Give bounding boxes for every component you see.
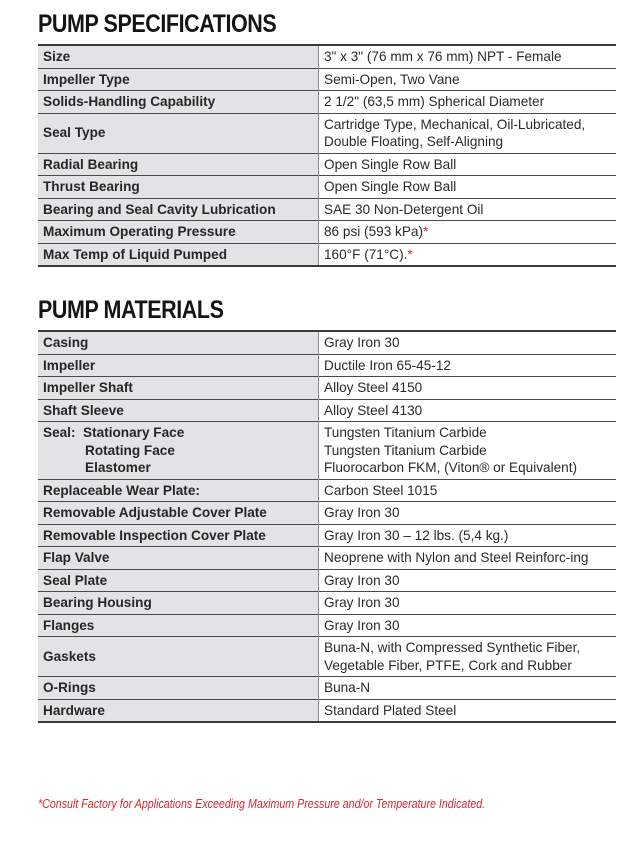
row-value-text: SAE 30 Non-Detergent Oil [324, 201, 484, 217]
row-value-text: Alloy Steel 4150 [324, 380, 423, 395]
row-value [319, 91, 617, 114]
pump-specifications-title: PUMP SPECIFICATIONS [38, 10, 277, 38]
row-value-text: Standard Plated Steel [324, 702, 457, 718]
footnote-asterisk: * [423, 224, 429, 239]
pump-materials-title: PUMP MATERIALS [38, 296, 224, 324]
row-value [319, 592, 617, 615]
row-value-text: Open Single Row Ball [324, 156, 457, 172]
table-row [38, 677, 616, 700]
row-value [319, 221, 617, 244]
row-value-text: Gray Iron 30 [324, 617, 400, 633]
row-value-text: 160°F (71°C). [324, 246, 408, 262]
row-value-text: Gray Iron 30 [324, 505, 400, 520]
table-row [38, 354, 616, 377]
row-value-text: 3" x 3" (76 mm x 76 mm) NPT - Female [324, 49, 562, 64]
table-row [38, 331, 616, 354]
table-row [38, 91, 616, 114]
table-row [38, 45, 616, 68]
row-label: Bearing and Seal Cavity Lubrication [38, 198, 319, 221]
seal-label-3: Elastomer [85, 460, 151, 475]
seal-label-2: Rotating Face [85, 442, 175, 458]
table-row [38, 637, 616, 677]
table-row [38, 399, 616, 422]
row-value-text: Neoprene with Nylon and Steel Reinforc-ing [324, 550, 589, 565]
row-value [319, 377, 617, 400]
footnote: *Consult Factory for Applications Exceeding Maximum Pressure and/or Temperature Indicated. [38, 796, 486, 811]
specifications-table [38, 44, 616, 267]
row-value [319, 502, 617, 525]
row-value [319, 524, 617, 547]
row-value-text: Gray Iron 30 – 12 lbs. (5,4 kg.) [324, 527, 509, 543]
table-row [38, 592, 616, 615]
row-label: Radial Bearing [38, 153, 319, 176]
table-row [38, 524, 616, 547]
row-label: Seal Type [38, 113, 319, 153]
row-value [319, 569, 617, 592]
table-row [38, 569, 616, 592]
row-label: Flanges [38, 614, 319, 637]
row-value-text: Ductile Iron 65-45-12 [324, 357, 451, 373]
row-value-text: Cartridge Type, Mechanical, Oil-Lubricated, Double Floating, Self-Aligning [324, 116, 586, 149]
row-label: Hardware [38, 699, 319, 722]
table-row [38, 68, 616, 91]
table-row [38, 502, 616, 525]
table-row [38, 699, 616, 722]
row-value [319, 399, 617, 422]
row-value-text: Open Single Row Ball [324, 179, 457, 194]
seal-row-labels [38, 422, 319, 480]
seal-row [38, 422, 616, 480]
row-value [319, 243, 617, 266]
row-label: Size [38, 45, 319, 68]
row-value-text: Gray Iron 30 [324, 335, 400, 350]
row-label: Gaskets [38, 637, 319, 677]
row-value-text: 2 1/2" (63,5 mm) Spherical Diameter [324, 94, 545, 109]
row-label: O-Rings [38, 677, 319, 700]
row-value [319, 547, 617, 570]
table-row [38, 377, 616, 400]
seal-label-1: Seal: Stationary Face [43, 425, 185, 440]
row-value-text: 86 psi (593 kPa) [324, 224, 423, 239]
table-row [38, 176, 616, 199]
row-value [319, 677, 617, 700]
row-value [319, 354, 617, 377]
row-value-text: Carbon Steel 1015 [324, 482, 438, 498]
row-label: Thrust Bearing [38, 176, 319, 199]
row-label: Solids-Handling Capability [38, 91, 319, 114]
table-row [38, 614, 616, 637]
table-row [38, 198, 616, 221]
row-label: Casing [38, 331, 319, 354]
footnote-asterisk: * [407, 246, 413, 262]
row-label: Impeller Type [38, 68, 319, 91]
seal-row-values [319, 422, 617, 480]
row-value-text: Buna-N [324, 680, 371, 695]
row-value [319, 699, 617, 722]
row-value-text: Gray Iron 30 [324, 595, 400, 610]
table-row [38, 221, 616, 244]
row-value [319, 68, 617, 91]
table-row [38, 113, 616, 153]
table-row [38, 243, 616, 266]
row-value-text: Buna-N, with Compressed Synthetic Fiber, Vegetable Fiber, PTFE, Cork and Rubber [324, 640, 581, 673]
row-value-text: Semi-Open, Two Vane [324, 71, 460, 87]
row-value [319, 331, 617, 354]
row-label: Bearing Housing [38, 592, 319, 615]
row-label: Replaceable Wear Plate: [38, 479, 319, 502]
row-label: Max Temp of Liquid Pumped [38, 243, 319, 266]
row-value-text: Gray Iron 30 [324, 572, 400, 588]
row-label: Seal Plate [38, 569, 319, 592]
materials-table [38, 330, 616, 723]
row-label: Flap Valve [38, 547, 319, 570]
row-value [319, 45, 617, 68]
row-value [319, 153, 617, 176]
row-label: Removable Adjustable Cover Plate [38, 502, 319, 525]
seal-value-2: Tungsten Titanium Carbide [324, 442, 487, 458]
table-row [38, 153, 616, 176]
row-label: Removable Inspection Cover Plate [38, 524, 319, 547]
row-value [319, 198, 617, 221]
seal-value-1: Tungsten Titanium Carbide [324, 425, 487, 440]
row-label: Shaft Sleeve [38, 399, 319, 422]
row-value [319, 614, 617, 637]
row-value-text: Alloy Steel 4130 [324, 402, 423, 418]
row-label: Impeller [38, 354, 319, 377]
row-value [319, 637, 617, 677]
row-label: Maximum Operating Pressure [38, 221, 319, 244]
row-label: Impeller Shaft [38, 377, 319, 400]
table-row [38, 479, 616, 502]
row-value [319, 479, 617, 502]
seal-value-3: Fluorocarbon FKM, (Viton® or Equivalent) [324, 460, 578, 475]
table-row [38, 547, 616, 570]
row-value [319, 176, 617, 199]
row-value [319, 113, 617, 153]
